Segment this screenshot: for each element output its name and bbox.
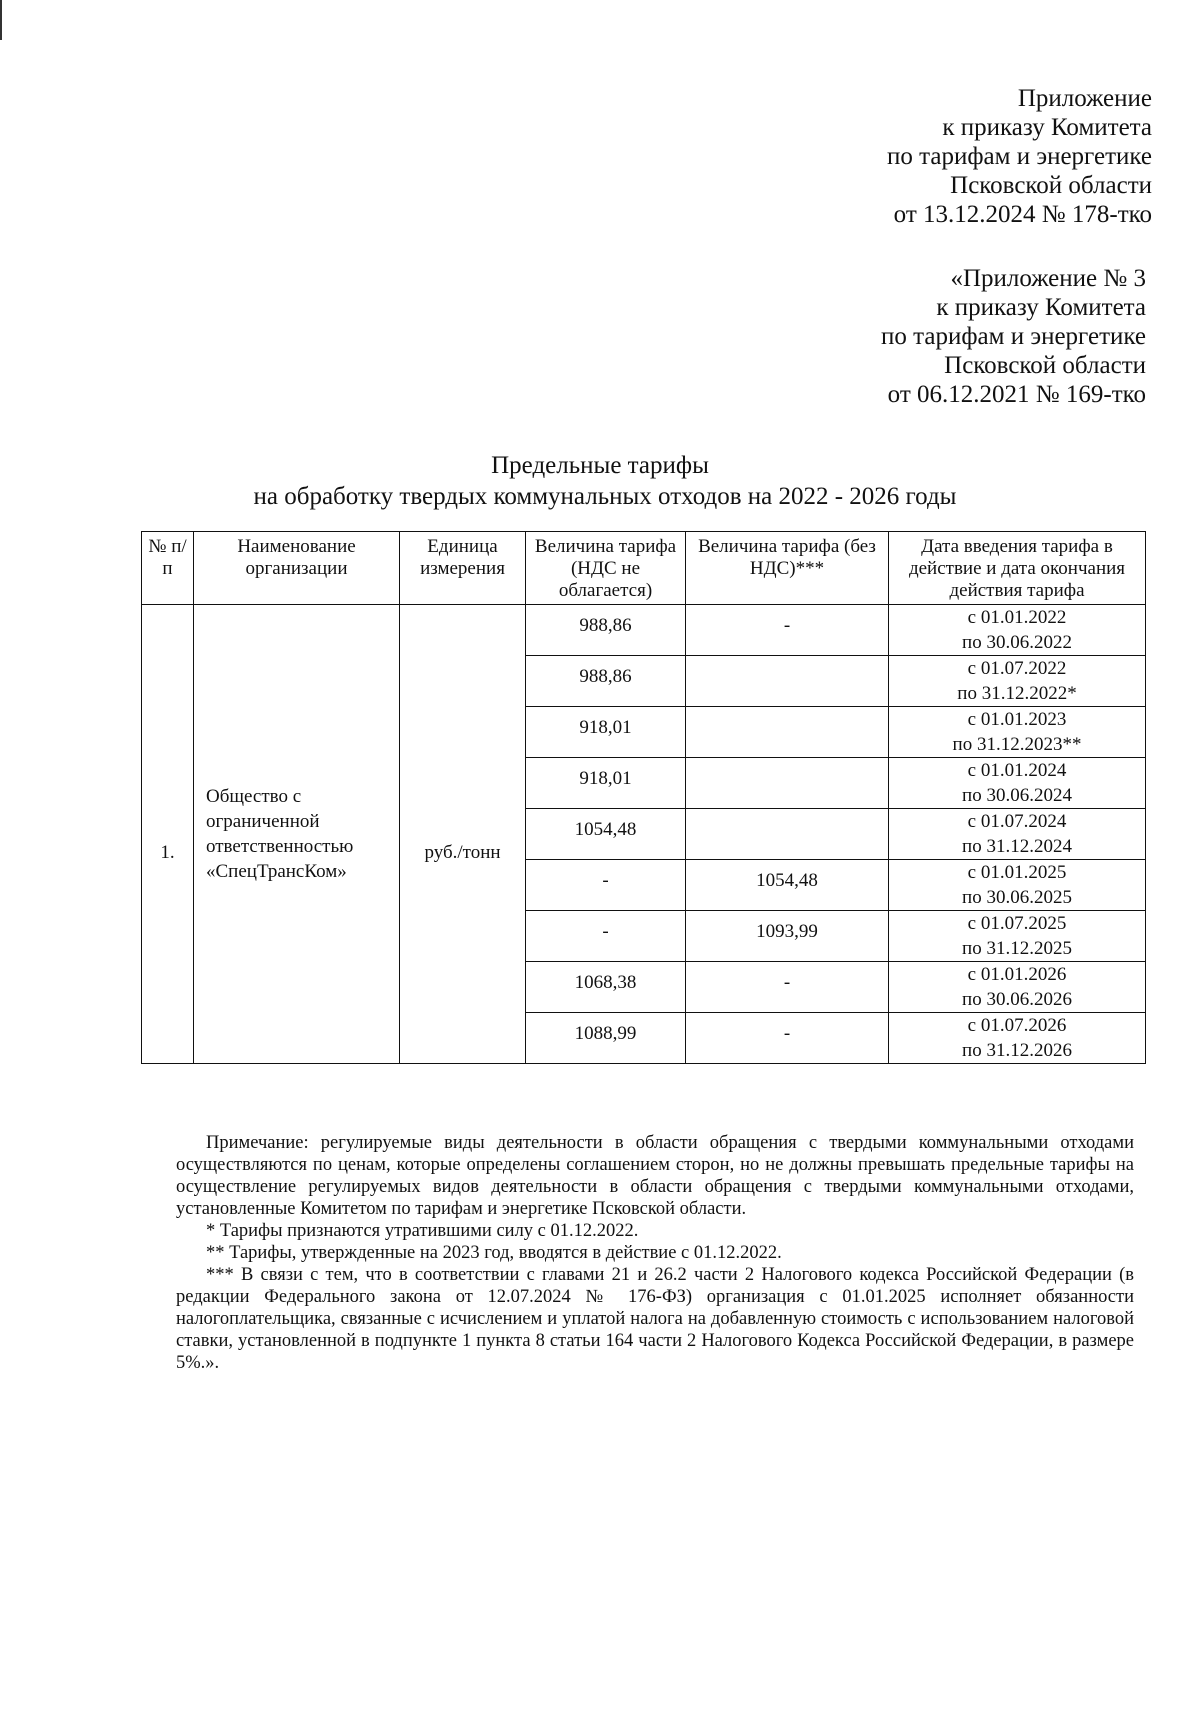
date-cell <box>889 911 1146 962</box>
appendix-line: от 13.12.2024 № 178-тко <box>893 201 1152 228</box>
date-from: с 01.07.2025 <box>967 913 1067 934</box>
tariff-no-vat-cell <box>686 707 889 758</box>
scan-edge <box>0 0 2 40</box>
title-line-2: на обработку твердых коммунальных отходов на 2022 - 2026 годы <box>253 483 957 510</box>
header-num: № п/п <box>142 532 194 605</box>
date-from: с 01.01.2026 <box>967 964 1067 985</box>
appendix-header-2 <box>881 264 1146 409</box>
appendix-line: к приказу Комитета <box>942 114 1152 141</box>
tariff-no-vat-cell: - <box>686 1013 889 1064</box>
header-unit: Единица измерения <box>400 532 526 605</box>
tariff-cell: 988,86 <box>526 656 686 707</box>
tariff-cell: 1054,48 <box>526 809 686 860</box>
date-to: по 30.06.2024 <box>962 785 1072 806</box>
header-dates: Дата введения тарифа в действие и дата окончания действия тарифа <box>889 532 1146 605</box>
tariff-cell: 1088,99 <box>526 1013 686 1064</box>
tariff-no-vat-cell <box>686 809 889 860</box>
date-cell <box>889 962 1146 1013</box>
tariff-cell: 1068,38 <box>526 962 686 1013</box>
appendix-line: «Приложение № 3 <box>950 265 1146 292</box>
appendix-line: к приказу Комитета <box>936 294 1146 321</box>
tariff-cell: 988,86 <box>526 605 686 656</box>
date-cell <box>889 707 1146 758</box>
date-to: по 31.12.2022* <box>957 683 1077 704</box>
appendix-line: Приложение <box>1017 85 1152 112</box>
title-line-1: Предельные тарифы <box>491 452 709 479</box>
date-cell <box>889 656 1146 707</box>
tariff-cell: 918,01 <box>526 758 686 809</box>
appendix-line: от 06.12.2021 № 169-тко <box>887 381 1146 408</box>
date-to: по 30.06.2026 <box>962 989 1072 1010</box>
tariff-no-vat-cell: 1054,48 <box>686 860 889 911</box>
date-cell <box>889 809 1146 860</box>
tariff-no-vat-cell <box>686 758 889 809</box>
date-from: с 01.01.2025 <box>967 862 1067 883</box>
tariff-no-vat-cell <box>686 656 889 707</box>
header-org: Наименование организации <box>194 532 400 605</box>
date-cell <box>889 605 1146 656</box>
date-to: по 30.06.2022 <box>962 632 1072 653</box>
appendix-line: по тарифам и энергетике <box>887 143 1152 170</box>
notes <box>176 1132 1134 1374</box>
date-from: с 01.07.2024 <box>967 811 1067 832</box>
tariff-cell: - <box>526 860 686 911</box>
date-to: по 30.06.2025 <box>962 887 1072 908</box>
header-tariff-no-vat: Величина тарифа (без НДС)*** <box>686 532 889 605</box>
date-from: с 01.07.2022 <box>967 658 1067 679</box>
tariff-cell: - <box>526 911 686 962</box>
date-to: по 31.12.2023** <box>952 734 1082 755</box>
tariff-no-vat-cell: - <box>686 962 889 1013</box>
date-to: по 31.12.2025 <box>962 938 1072 959</box>
tariff-cell: 918,01 <box>526 707 686 758</box>
appendix-header <box>887 84 1152 229</box>
date-cell <box>889 758 1146 809</box>
unit-cell: руб./тонн <box>400 605 526 1064</box>
table-row <box>142 605 1146 656</box>
appendix-line: Псковской области <box>944 352 1146 379</box>
date-cell <box>889 860 1146 911</box>
organization-name: Общество с ограниченной ответственностью «СпецТрансКом» <box>194 605 400 1064</box>
document-title <box>0 450 1200 512</box>
date-from: с 01.07.2026 <box>967 1015 1067 1036</box>
date-from: с 01.01.2022 <box>967 607 1067 628</box>
tariff-no-vat-cell: 1093,99 <box>686 911 889 962</box>
header-tariff: Величина тарифа (НДС не облагается) <box>526 532 686 605</box>
date-to: по 31.12.2024 <box>962 836 1072 857</box>
appendix-line: Псковской области <box>950 172 1152 199</box>
date-cell <box>889 1013 1146 1064</box>
date-from: с 01.01.2023 <box>967 709 1067 730</box>
tariffs-table <box>141 531 1146 1064</box>
appendix-line: по тарифам и энергетике <box>881 323 1146 350</box>
note-main: Примечание: регулируемые виды деятельности в области обращения с твердыми коммунальными отходами осуществляются по ценам, которые определены соглашением сторон, но не должны превышать предельные тарифы на осуществление регулируемых видов деятельности в области обращения с твердыми коммунальными отходами, установленные Комитетом по тарифам и энергетике Псковской области. <box>176 1133 1134 1219</box>
footnote-2: ** Тарифы, утвержденные на 2023 год, вводятся в действие с 01.12.2022. <box>206 1243 782 1263</box>
footnote-1: * Тарифы признаются утратившими силу с 01.12.2022. <box>206 1221 639 1241</box>
date-to: по 31.12.2026 <box>962 1040 1072 1061</box>
tariff-no-vat-cell: - <box>686 605 889 656</box>
row-number: 1. <box>142 605 194 1064</box>
date-from: с 01.01.2024 <box>967 760 1067 781</box>
footnote-3: *** В связи с тем, что в соответствии с главами 21 и 26.2 части 2 Налогового кодекса Российской Федерации (в редакции Федерального закона от 12.07.2024 № 176-ФЗ) организация с 01.01.2025 исполняет обязанности налогоплательщика, связанные с исчислением и уплатой налога на добавленную стоимость с использованием налоговой ставки, установленной в подпункте 1 пункта 8 статьи 164 части 2 Налогового Кодекса Российской Федерации, в размере 5%.». <box>176 1265 1134 1373</box>
table-header-row <box>142 532 1146 605</box>
